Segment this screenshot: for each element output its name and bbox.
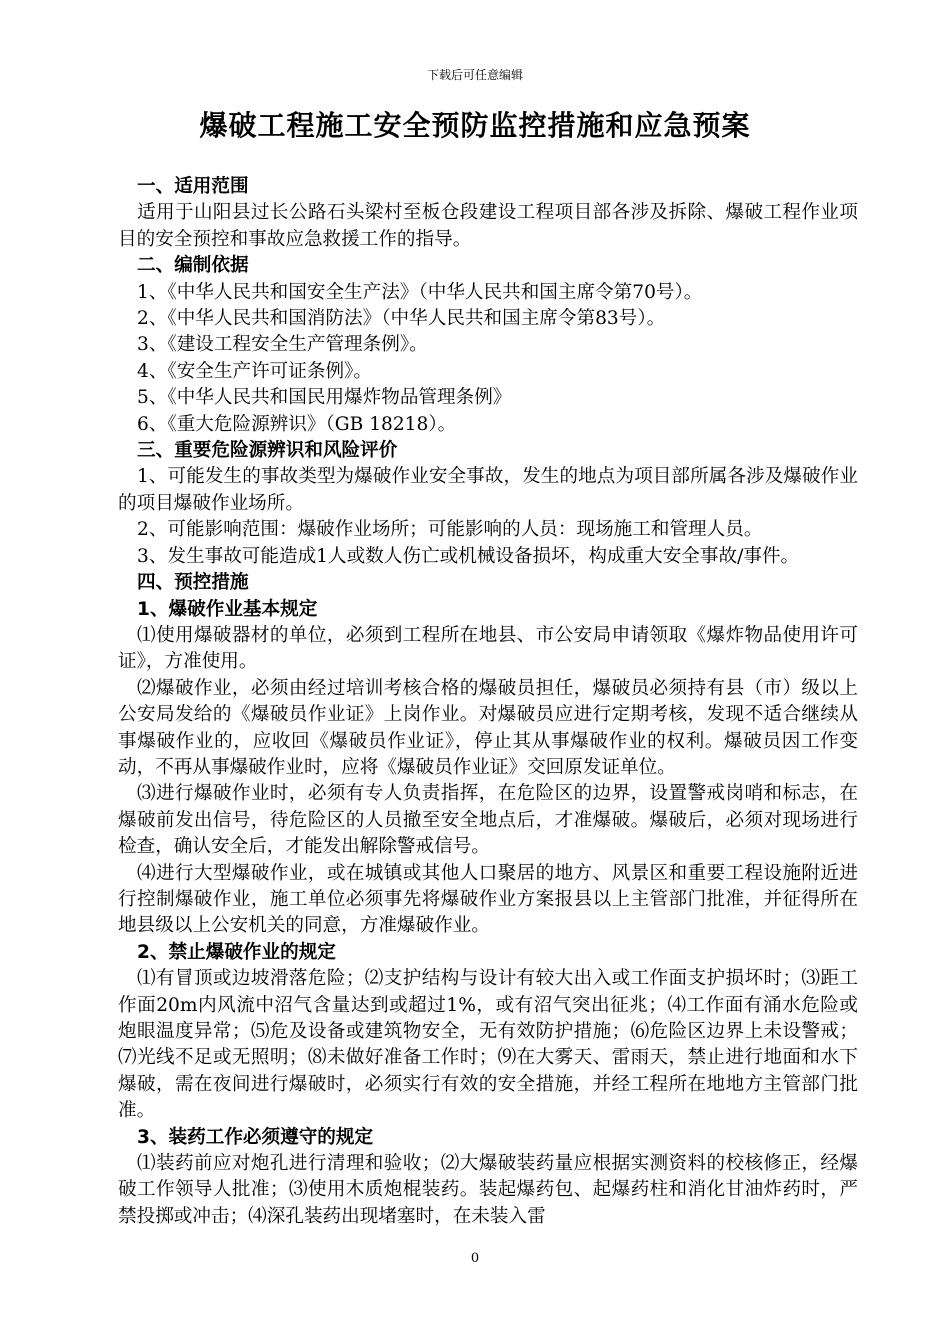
section-heading: 3、装药工作必须遵守的规定	[137, 1126, 374, 1148]
section-heading: 二、编制依据	[137, 255, 249, 277]
paragraph: 3、《建设工程安全生产管理条例》。	[137, 334, 428, 356]
paragraph: ⑵爆破作业，必须由经过培训考核合格的爆破员担任，爆破员必须持有县（市）级以上公安局发给的《爆破员作业证》上岗作业。对爆破员应进行定期考核，发现不适合继续从事爆破作业的，应收回《爆破员作业证》，停止其从事爆破作业的权利。爆破员因工作变动，不再从事爆破作业时，应将《爆破员作业证》交回原发证单位。	[118, 677, 858, 778]
section-heading: 一、适用范围	[137, 176, 249, 197]
paragraph: 3、发生事故可能造成1人或数人伤亡或机械设备损坏，构成重大安全事故/事件。	[137, 545, 800, 567]
paragraph: 1、《中华人民共和国安全生产法》（中华人民共和国主席令第70号）。	[137, 281, 703, 303]
paragraph: 适用于山阳县过长公路石头梁村至板仓段建设工程项目部各涉及拆除、爆破工程作业项目的安全预控和事故应急救援工作的指导。	[118, 202, 858, 250]
section-heading: 2、禁止爆破作业的规定	[137, 941, 336, 963]
document-body	[118, 174, 858, 1230]
paragraph: ⑴有冒顶或边坡滑落危险；⑵支护结构与设计有较大出入或工作面支护损坏时；⑶距工作面20m内风流中沼气含量达到或超过1%，或有沼气突出征兆；⑷工作面有涌水危险或炮眼温度异常；⑸危及设备或建筑物安全，无有效防护措施；⑹危险区边界上未设警戒；⑺光线不足或无照明；⑻未做好准备工作时；⑼在大雾天、雷雨天，禁止进行地面和水下爆破，需在夜间进行爆破时，必须实行有效的安全措施，并经工程所在地地方主管部门批准。	[118, 968, 858, 1122]
paragraph: 4、《安全生产许可证条例》。	[137, 360, 372, 382]
paragraph: 5、《中华人民共和国民用爆炸物品管理条例》	[137, 387, 512, 409]
paragraph: ⑴使用爆破器材的单位，必须到工程所在地县、市公安局申请领取《爆炸物品使用许可证》，方准使用。	[118, 624, 858, 673]
paragraph: ⑷进行大型爆破作业，或在城镇或其他人口聚居的地方、风景区和重要工程设施附近进行控制爆破作业，施工单位必须事先将爆破作业方案报县以上主管部门批准，并征得所在地县级以上公安机关的同意，方准爆破作业。	[118, 862, 858, 937]
section-heading: 四、预控措施	[137, 572, 249, 594]
section-heading: 三、重要危险源辨识和风险评价	[137, 440, 398, 462]
page-header: 下载后可任意编辑	[426, 68, 523, 82]
paragraph: ⑴装药前应对炮孔进行清理和验收；⑵大爆破装药量应根据实测资料的校核修正，经爆破工作领导人批准；⑶使用木质炮棍装药。装起爆药包、起爆药柱和消化甘油炸药时，严禁投掷或冲击；⑷深孔装药出现堵塞时，在未装入雷	[118, 1153, 858, 1227]
paragraph: 2、可能影响范围：爆破作业场所；可能影响的人员：现场施工和管理人员。	[137, 519, 763, 541]
page-number: 0	[470, 1251, 480, 1266]
paragraph: 6、《重大危险源辨识》（GB 18218）。	[137, 413, 457, 435]
section-heading: 1、爆破作业基本规定	[137, 598, 318, 620]
paragraph: 2、《中华人民共和国消防法》（中华人民共和国主席令第83号）。	[137, 308, 666, 330]
document-title: 爆破工程施工安全预防监控措施和应急预案	[199, 109, 751, 142]
paragraph: 1、可能发生的事故类型为爆破作业安全事故，发生的地点为项目部所属各涉及爆破作业的项目爆破作业场所。	[118, 466, 858, 514]
paragraph: ⑶进行爆破作业时，必须有专人负责指挥，在危险区的边界，设置警戒岗哨和标志，在爆破前发出信号，待危险区的人员撤至安全地点后，才准爆破。爆破后，必须对现场进行检查，确认安全后，才能发出解除警戒信号。	[118, 783, 858, 858]
